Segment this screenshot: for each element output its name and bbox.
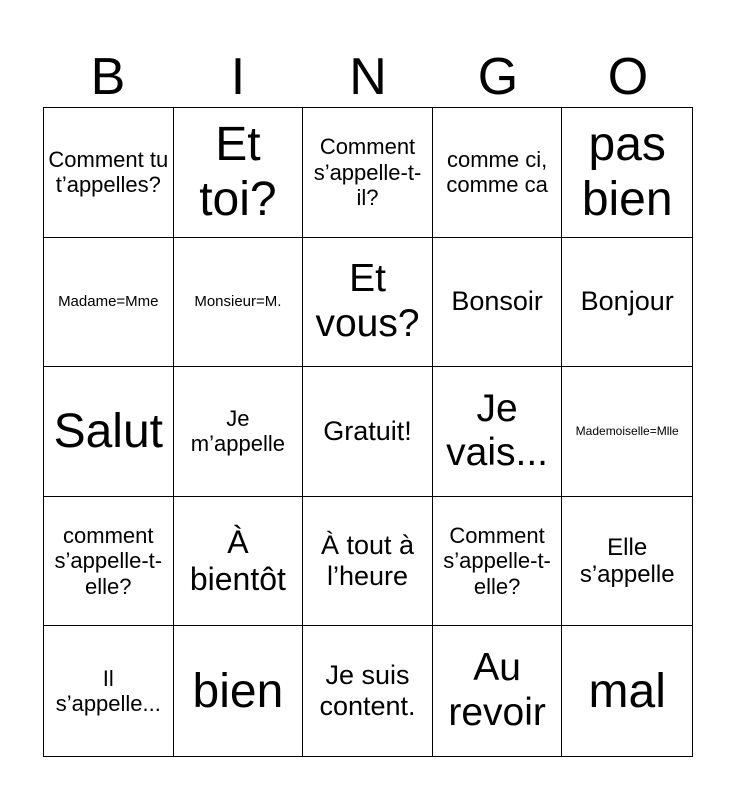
bingo-cell[interactable]: Monsieur=M. — [174, 238, 304, 368]
header-letter-b: B — [90, 48, 126, 106]
bingo-cell[interactable]: Elle s’appelle — [562, 497, 692, 627]
bingo-cell[interactable]: comme ci, comme ca — [433, 108, 563, 238]
bingo-cell[interactable]: À bientôt — [174, 497, 304, 627]
bingo-cell[interactable]: Et toi? — [174, 108, 304, 238]
bingo-cell[interactable]: Gratuit! — [303, 367, 433, 497]
bingo-cell[interactable]: bien — [174, 626, 304, 756]
header-letter-n: N — [349, 48, 387, 106]
bingo-cell[interactable]: Salut — [44, 367, 174, 497]
bingo-cell[interactable]: Bonsoir — [433, 238, 563, 368]
bingo-card-grid — [43, 107, 693, 757]
bingo-cell[interactable]: Madame=Mme — [44, 238, 174, 368]
bingo-header — [43, 46, 693, 108]
bingo-cell[interactable]: pas bien — [562, 108, 692, 238]
bingo-cell[interactable]: Mademoiselle=Mlle — [562, 367, 692, 497]
header-letter-o: O — [607, 48, 649, 106]
bingo-cell[interactable]: À tout à l’heure — [303, 497, 433, 627]
bingo-cell[interactable]: Bonjour — [562, 238, 692, 368]
bingo-cell[interactable]: Et vous? — [303, 238, 433, 368]
bingo-cell[interactable]: Comment s’appelle-t-elle? — [433, 497, 563, 627]
bingo-cell[interactable]: comment s’appelle-t-elle? — [44, 497, 174, 627]
header-letter-i: I — [230, 48, 246, 106]
bingo-cell[interactable]: Comment tu t’appelles? — [44, 108, 174, 238]
bingo-cell[interactable]: Je m’appelle — [174, 367, 304, 497]
bingo-cell[interactable]: mal — [588, 664, 666, 718]
header-letter-g: G — [477, 48, 519, 106]
bingo-cell[interactable]: Il s’appelle... — [44, 626, 174, 756]
bingo-cell[interactable]: Comment s’appelle-t-il? — [303, 108, 433, 238]
bingo-cell[interactable]: Au revoir — [433, 626, 563, 756]
bingo-cell[interactable]: Je suis content. — [303, 626, 433, 756]
bingo-cell[interactable]: Je vais... — [433, 367, 563, 497]
